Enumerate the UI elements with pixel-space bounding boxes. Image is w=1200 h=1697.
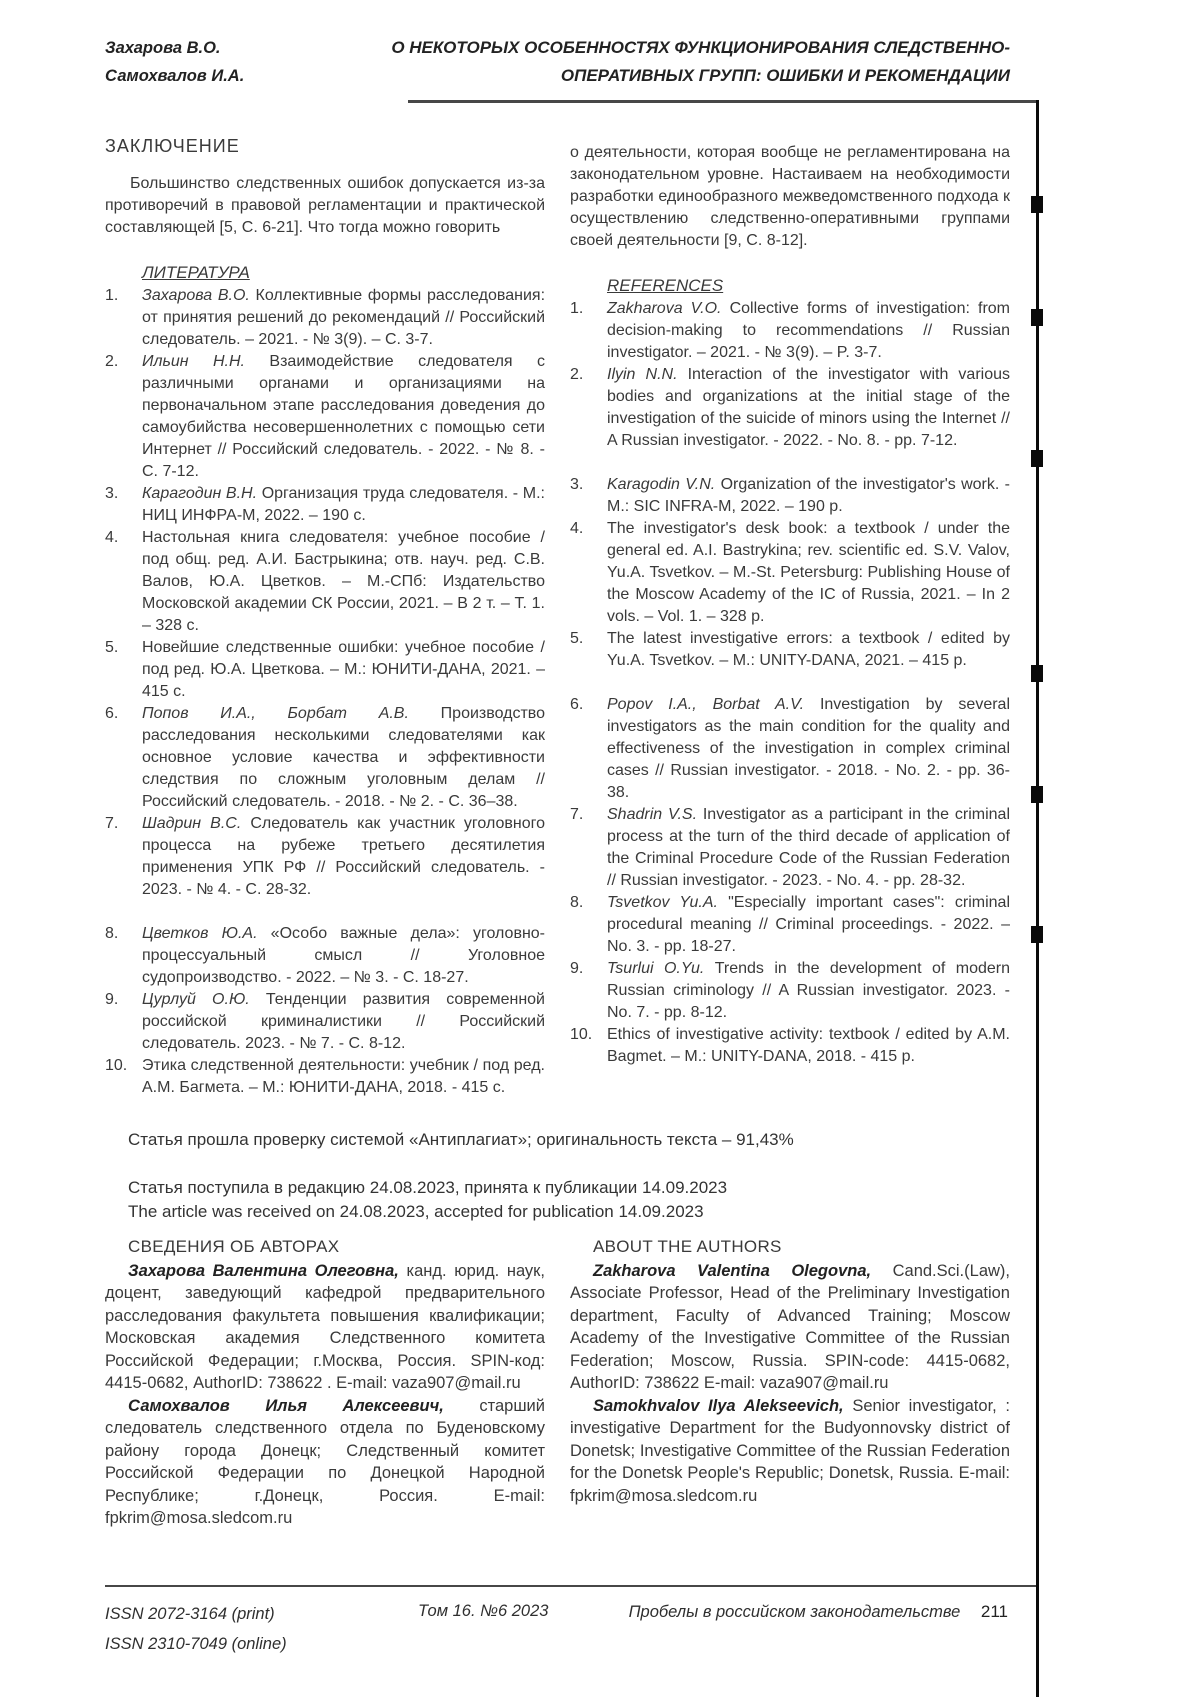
reference-text: Настольная книга следователя: учебное пособие / под общ. ред. А.И. Бастрыкина; отв. науч. ред. С.В. Валов, Ю.А. Цветков. – М.-СПб: Издательство Московской академии СК России, 2021. – В 2 т. – Т. 1. – 328 с. [142,529,545,634]
reference-item [570,1024,1010,1068]
reference-item [570,628,1010,672]
edge-mark [1031,309,1043,326]
reference-number: 1. [105,287,119,304]
reference-author: Tsvetkov Yu.A. [607,894,729,911]
issn-online: ISSN 2310-7049 (online) [105,1635,287,1653]
reference-number: 10. [570,1026,593,1043]
page-number: 211 [980,1602,1008,1621]
reference-item [570,694,1010,804]
reference-text: Karagodin V.N. Organization of the investigator's work. - M.: SIC INFRA-M, 2022. – 190 p. [607,476,1010,515]
article-title [391,34,1010,90]
reference-author: Popov I.A., Borbat A.V. [607,696,820,713]
reference-author: Цурлуй О.Ю. [142,991,266,1008]
conclusion-paragraph: Большинство следственных ошибок допускается из-за противоречий в правовой регламентации и практической составляющей [5, С. 6-21]. Что тогда можно говорить [105,175,545,236]
binding-edge-line [1036,100,1039,1697]
reference-number: 2. [105,353,119,370]
reference-text: Шадрин В.С. Следователь как участник уголовного процесса на рубеже третьего десятилетия применения УПК РФ // Российский следователь. - 2023. - № 4. - С. 28-32. [142,815,545,898]
reference-number: 3. [570,476,584,493]
reference-item [105,703,545,813]
reference-text: The latest investigative errors: a textbook / edited by Yu.A. Tsvetkov. – M.: UNITY-DANA, 2021. – 415 p. [607,630,1010,669]
reference-number: 6. [105,705,119,722]
body-columns [105,128,1010,1099]
left-column [105,128,545,1099]
reference-number: 10. [105,1057,128,1074]
edge-mark [1031,786,1043,803]
reference-number: 2. [570,366,584,383]
author-name: Zakharova Valentina Olegovna, [593,1261,893,1280]
reference-author: Ilyin N.N. [607,366,688,383]
reference-item [570,364,1010,452]
reference-number: 7. [570,806,584,823]
reference-author: Karagodin V.N. [607,476,721,493]
author-bio: Самохвалов Илья Алексеевич, старший следователь следственного отдела по Буденовскому району города Донецк; Следственный комитет Российской Федерации по Донецкой Народной Республике; г.Донецк, Россия. E-mail: fpkrim@mosa.sledcom.ru [105,1396,545,1527]
header-author-1: Захарова В.О. [105,39,221,57]
references-heading: REFERENCES [607,276,724,295]
edge-mark [1031,450,1043,467]
footer-issn [105,1599,287,1659]
reference-text: Shadrin V.S. Investigator as a participant in the criminal process at the turn of the third decade of application of the Criminal Procedure Code of the Russian Federation // Russian investigator. - 2023. - No. 4. - pp. 28-32. [607,806,1010,889]
reference-author: Shadrin V.S. [607,806,703,823]
reference-text: Попов И.А., Борбат А.В. Производство расследования несколькими следователями как основное условие качества и эффективности следствия по сложным уголовным делам // Российский следователь. - 2018. - № 2. - С. 36–38. [142,705,545,810]
reference-number: 7. [105,815,119,832]
reference-number: 4. [105,529,119,546]
reference-number: 4. [570,520,584,537]
reference-author: Попов И.А., Борбат А.В. [142,705,441,722]
authors-ru [105,1236,545,1530]
reference-number: 8. [570,894,584,911]
reference-author: Ильин Н.Н. [142,353,270,370]
authors-en-list [570,1260,1010,1508]
reference-number: 5. [570,630,584,647]
authors-section [105,1236,1010,1530]
reference-number: 5. [105,639,119,656]
reference-author: Цветков Ю.А. [142,925,271,942]
reference-text: The investigator's desk book: a textbook / under the general ed. A.I. Bastrykina; rev. scientific ed. S.V. Valov, Yu.A. Tsvetkov. – M.-St. Petersburg: Publishing House of the Moscow Academy of the IC of Russia, 2021. – In 2 vols. – Vol. 1. – 328 p. [607,520,1010,625]
reference-text: Ethics of investigative activity: textbook / edited by A.M. Bagmet. – M.: UNITY-DANA, 2018. - 415 p. [607,1026,1010,1065]
header-authors [105,34,244,90]
antiplagiat-note: Статья прошла проверку системой «Антиплагиат»; оригинальность текста – 91,43% [128,1130,794,1149]
reference-author: Tsurlui O.Yu. [607,960,715,977]
issn-print: ISSN 2072-3164 (print) [105,1605,275,1623]
reference-item [105,351,545,483]
reference-text: Tsurlui O.Yu. Trends in the development of modern Russian criminology // A Russian investigator. 2023. - No. 7. - pp. 8-12. [607,960,1010,1021]
references-list [570,298,1010,1068]
reference-item [570,518,1010,628]
reference-item [105,285,545,351]
reference-item [570,892,1010,958]
reference-text: Цурлуй О.Ю. Тенденции развития современной российской криминалистики // Российский следователь. 2023. - № 7. - С. 8-12. [142,991,545,1052]
reference-number: 9. [570,960,584,977]
journal-name: Пробелы в российском законодательстве [628,1603,961,1621]
edge-mark [1031,196,1043,213]
authors-ru-heading: СВЕДЕНИЯ ОБ АВТОРАХ [128,1237,340,1256]
received-note-ru: Статья поступила в редакцию 24.08.2023, принята к публикации 14.09.2023 [128,1178,728,1197]
reference-item [105,923,545,989]
article-meta [128,1128,794,1224]
edge-mark [1031,665,1043,682]
reference-author: Zakharova V.O. [607,300,730,317]
literature-list [105,285,545,1099]
reference-text: Этика следственной деятельности: учебник / под ред. А.М. Багмета. – М.: ЮНИТИ-ДАНА, 2018. - 415 с. [142,1057,545,1096]
article-title-line-2: ОПЕРАТИВНЫХ ГРУПП: ОШИБКИ И РЕКОМЕНДАЦИИ [560,66,1010,85]
authors-en-heading: ABOUT THE AUTHORS [593,1237,782,1256]
article-title-line-1: О НЕКОТОРЫХ ОСОБЕННОСТЯХ ФУНКЦИОНИРОВАНИЯ СЛЕДСТВЕННО- [391,38,1010,57]
author-bio: Zakharova Valentina Olegovna, Cand.Sci.(Law), Associate Professor, Head of the Preliminary Investigation department, Faculty of Advanced Training; Moscow Academy of the Investigative Committee of the Russian Federation; Moscow, Russia. SPIN-code: 4415-0682, AuthorID: 738622 E-mail: vaza907@mail.ru [570,1261,1010,1392]
reference-number: 3. [105,485,119,502]
author-bio: Захарова Валентина Олеговна, канд. юрид. наук, доцент, заведующий кафедрой предварительного расследования факультета повышения квалификации; Московская академия Следственного комитета Российской Федерации; г.Москва, Россия. SPIN-код: 4415-0682, AuthorID: 738622 . E-mail: vaza907@mail.ru [105,1261,545,1392]
reference-item [570,298,1010,364]
reference-item [105,989,545,1055]
reference-item [105,813,545,901]
reference-author: Захарова В.О. [142,287,256,304]
reference-item [570,804,1010,892]
reference-number: 6. [570,696,584,713]
reference-text: Tsvetkov Yu.A. "Especially important cases": criminal procedural meaning // Criminal proceedings. - 2022. – No. 3. - pp. 18-27. [607,894,1011,955]
authors-ru-list [105,1260,545,1530]
footer-journal-block [629,1602,1008,1622]
footer-volume: Том 16. №6 2023 [418,1602,549,1620]
reference-text: Цветков Ю.А. «Особо важные дела»: уголовно-процессуальный смысл // Уголовное судопроизводство. - 2022. – № 3. - С. 18-27. [142,925,545,986]
right-column [570,128,1010,1099]
received-note-en: The article was received on 24.08.2023, accepted for publication 14.09.2023 [128,1202,704,1221]
reference-item [570,958,1010,1024]
reference-number: 9. [105,991,119,1008]
edge-mark [1031,926,1043,943]
header-author-2: Самохвалов И.А. [105,67,245,85]
reference-text: Popov I.A., Borbat A.V. Investigation by several investigators as the main condition for the quality and effectiveness of the investigation in complex criminal cases // Russian investigator. - 2018. - No. 2. - pp. 36-38. [607,696,1011,801]
reference-item [105,637,545,703]
literature-heading: ЛИТЕРАТУРА [142,263,250,282]
reference-item [105,1055,545,1099]
header-rule [408,100,1039,103]
authors-en [570,1236,1010,1530]
reference-author: Карагодин В.Н. [142,485,262,502]
reference-text: Ilyin N.N. Interaction of the investigator with various bodies and organizations at the initial stage of the investigation of the suicide of minors using the Internet // A Russian investigator. - 2022. - No. 8. - pp. 7-12. [607,366,1011,449]
reference-author: Шадрин В.С. [142,815,251,832]
reference-text: Zakharova V.O. Collective forms of investigation: from decision-making to recommendations // Russian investigator. – 2021. - № 3(9). – P. 3-7. [607,300,1010,361]
reference-text: Карагодин В.Н. Организация труда следователя. - М.: НИЦ ИНФРА-М, 2022. – 190 с. [142,485,545,524]
reference-number: 1. [570,300,584,317]
continuation-paragraph: о деятельности, которая вообще не регламентирована на законодательном уровне. Настаиваем на необходимости разработки единообразного межведомственного подхода к осуществлению следственно-оперативными группами своей деятельности [9, С. 8-12]. [570,144,1010,249]
reference-item [105,527,545,637]
reference-text: Новейшие следственные ошибки: учебное пособие / под ред. Ю.А. Цветкова. – М.: ЮНИТИ-ДАНА, 2021. – 415 с. [142,639,545,700]
footer-rule [105,1585,1039,1587]
reference-item [570,474,1010,518]
author-bio: Samokhvalov Ilya Alekseevich, Senior investigator, : investigative Department for the Budyonnovsky district of Donetsk; Investigative Committee of the Russian Federation for the Donetsk People's Republic; Donetsk, Russia. E-mail: fpkrim@mosa.sledcom.ru [570,1396,1010,1505]
reference-item [105,483,545,527]
author-name: Samokhvalov Ilya Alekseevich, [593,1396,853,1415]
reference-text: Ильин Н.Н. Взаимодействие следователя с различными органами и организациями на первоначальном этапе расследования доведения до самоубийства несовершеннолетних с помощью сети Интернет // Российский следователь. - 2022. - № 8. - С. 7-12. [142,353,545,480]
page-header [105,34,1010,90]
author-name: Захарова Валентина Олеговна, [128,1261,407,1280]
reference-text: Захарова В.О. Коллективные формы расследования: от принятия решений до рекомендаций // Российский следователь. – 2021. - № 3(9). – С. 3-7. [142,287,546,348]
author-name: Самохвалов Илья Алексеевич, [128,1396,480,1415]
conclusion-heading: ЗАКЛЮЧЕНИЕ [105,136,240,156]
reference-number: 8. [105,925,119,942]
